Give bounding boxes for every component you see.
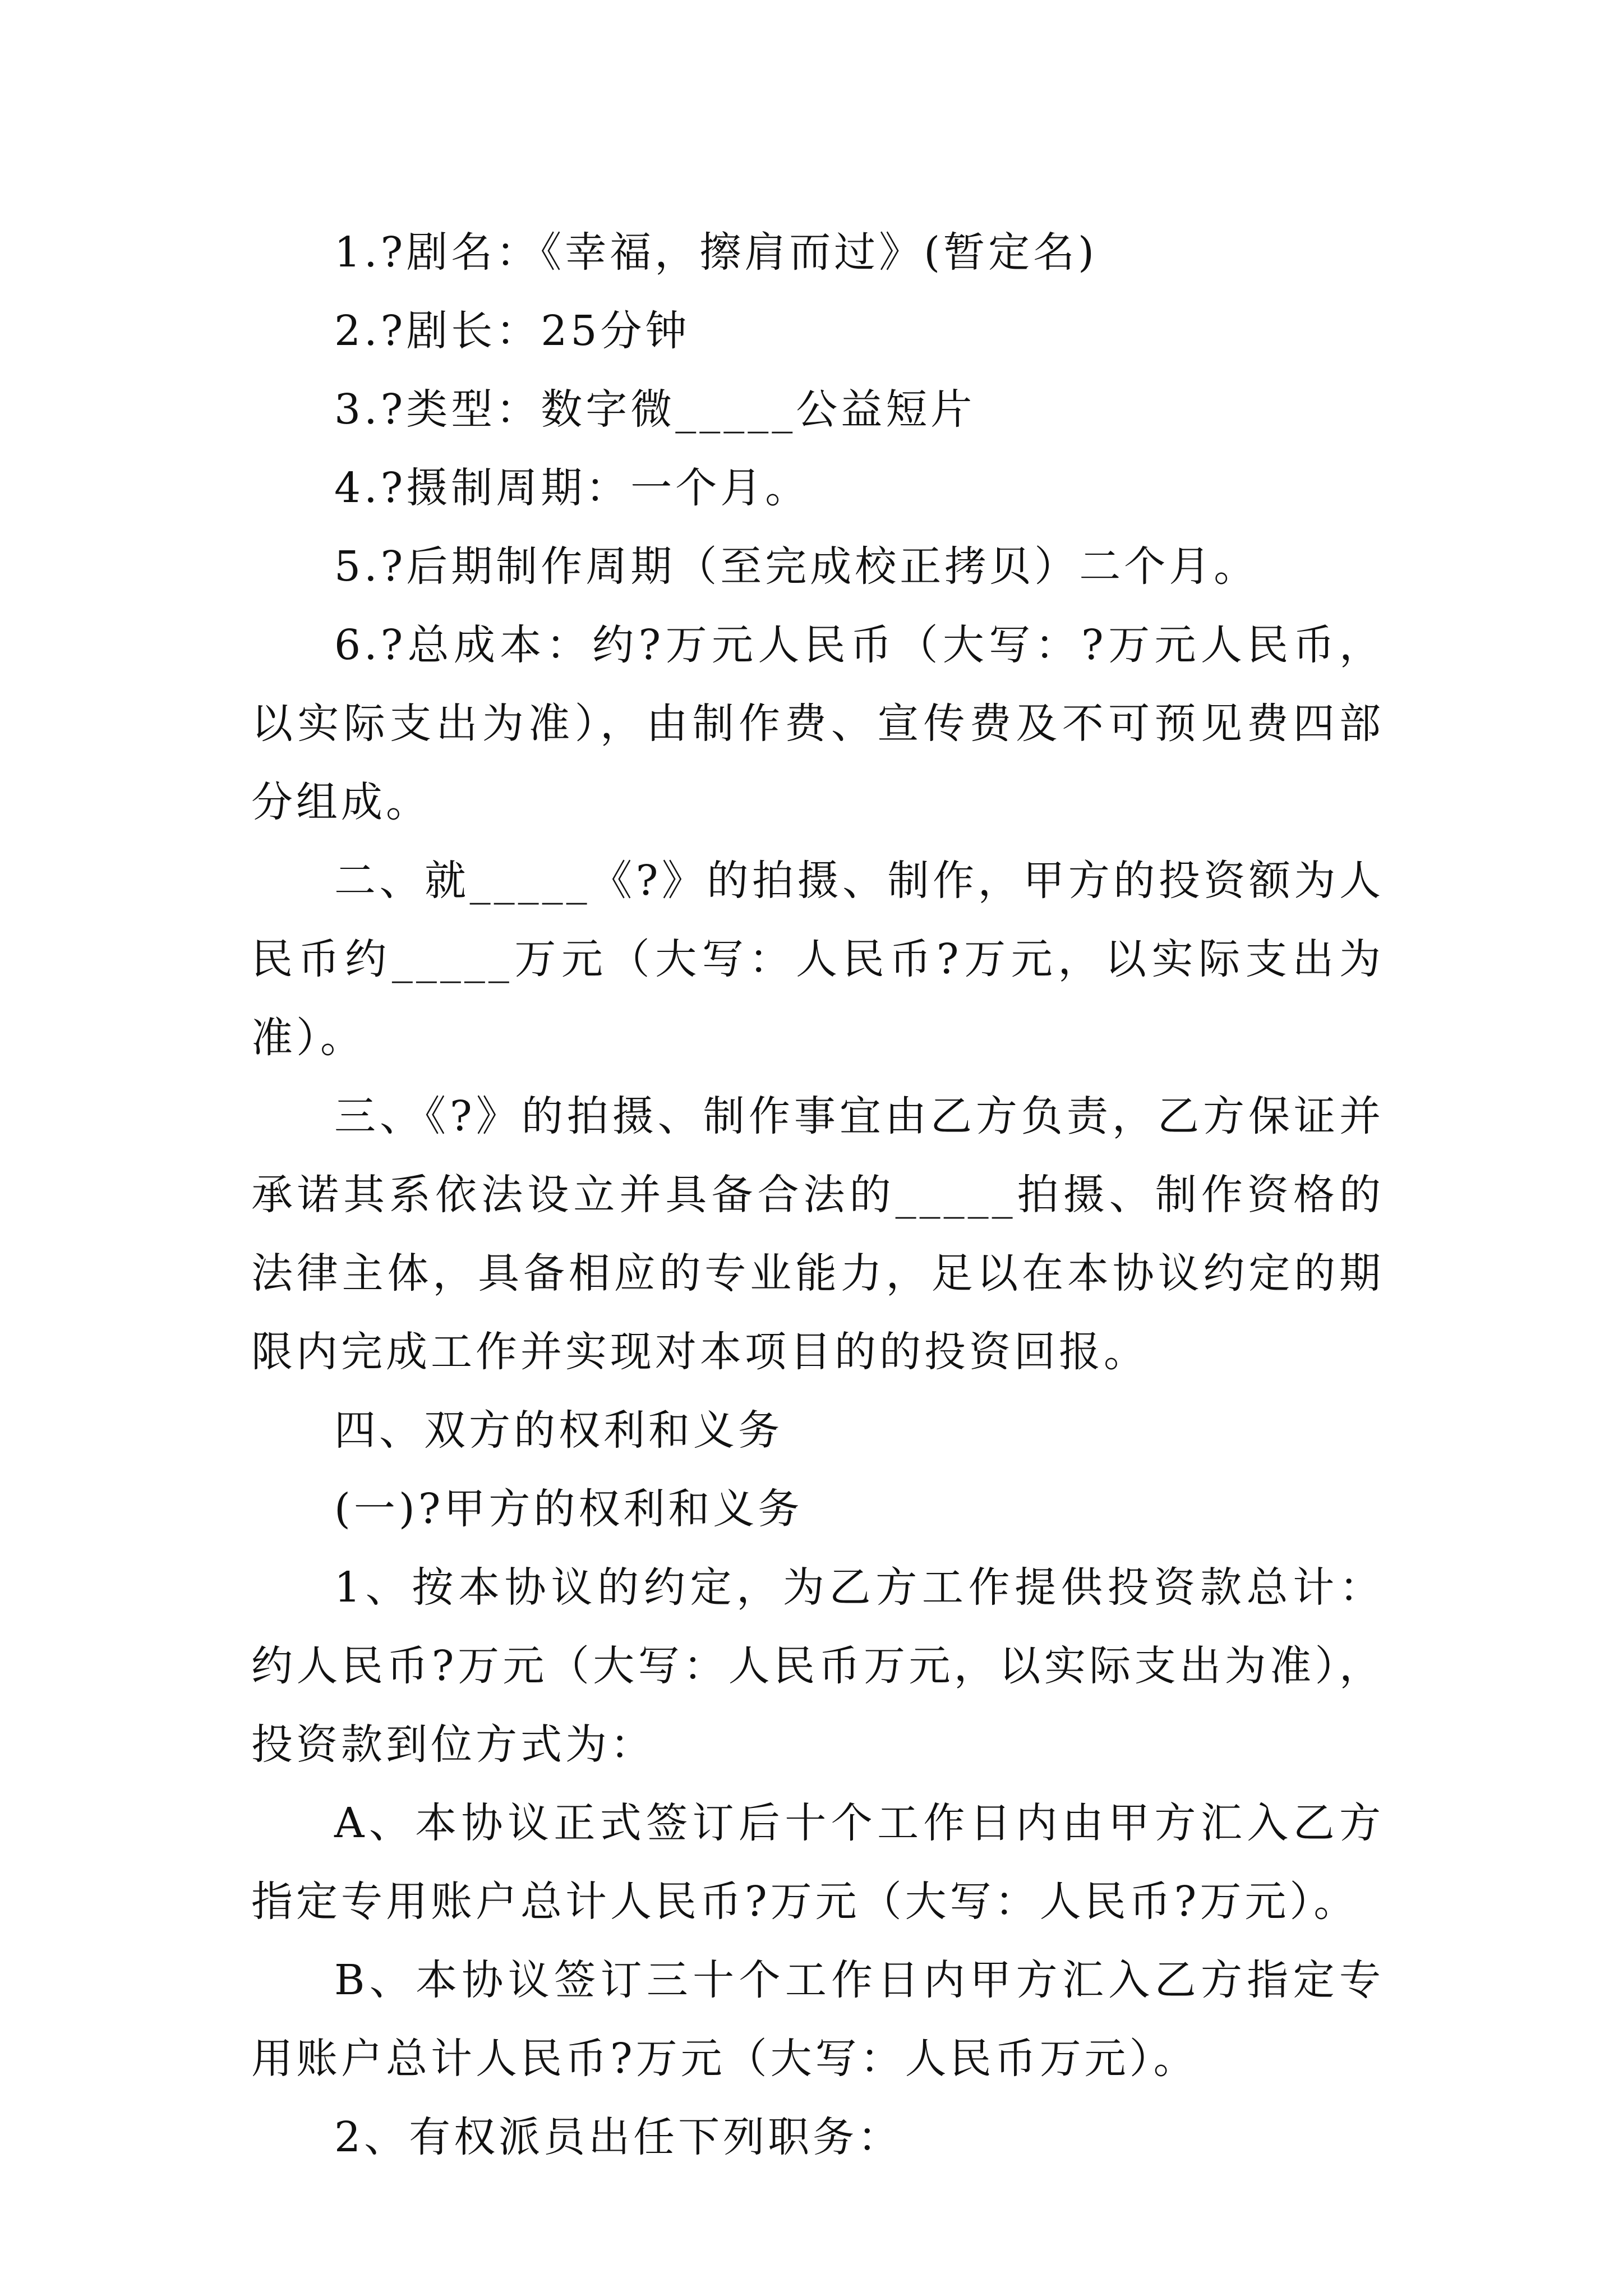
item-total-cost: 6.?总成本：约?万元人民币（大写：?万元人民币，以实际支出为准），由制作费、宣传费及不可预见费四部分组成。 [251, 621, 1384, 826]
item-title: 1.?剧名：《幸福，擦肩而过》(暂定名) [334, 228, 1098, 277]
item-length: 2.?剧长：25分钟 [334, 307, 690, 355]
item-shooting-period: 4.?摄制周期：一个月。 [334, 464, 810, 512]
item-post-production-period: 5.?后期制作周期（至完成校正拷贝）二个月。 [334, 542, 1259, 591]
clause-three-responsibility: 三、《?》的拍摄、制作事宜由乙方负责，乙方保证并承诺其系依法设立并具备合法的_____拍摄、制作资格的法律主体，具备相应的专业能力，足以在本协议约定的期限内完成工作并实现对本项目的的投资回报。 [251, 1092, 1384, 1376]
item-type: 3.?类型：数字微_____公益短片 [334, 385, 976, 434]
payment-a: A、本协议正式签订后十个工作日内由甲方汇入乙方指定专用账户总计人民币?万元（大写：人民币?万元）。 [251, 1799, 1384, 1926]
party-a-item-1: 1、按本协议的约定，为乙方工作提供投资款总计：约人民币?万元（大写：人民币万元，以实际支出为准），投资款到位方式为： [251, 1563, 1384, 1769]
clause-four-heading: 四、双方的权利和义务 [334, 1406, 783, 1455]
clause-two-investment: 二、就_____《?》的拍摄、制作，甲方的投资额为人民币约_____万元（大写：人民币?万元，以实际支出为准）。 [251, 857, 1384, 1062]
document-body [251, 213, 1384, 2177]
payment-b: B、本协议签订三十个工作日内甲方汇入乙方指定专用账户总计人民币?万元（大写：人民币万元）。 [251, 1956, 1384, 2083]
party-a-heading: (一)?甲方的权利和义务 [334, 1485, 803, 1533]
party-a-item-2: 2、有权派员出任下列职务： [334, 2113, 903, 2161]
